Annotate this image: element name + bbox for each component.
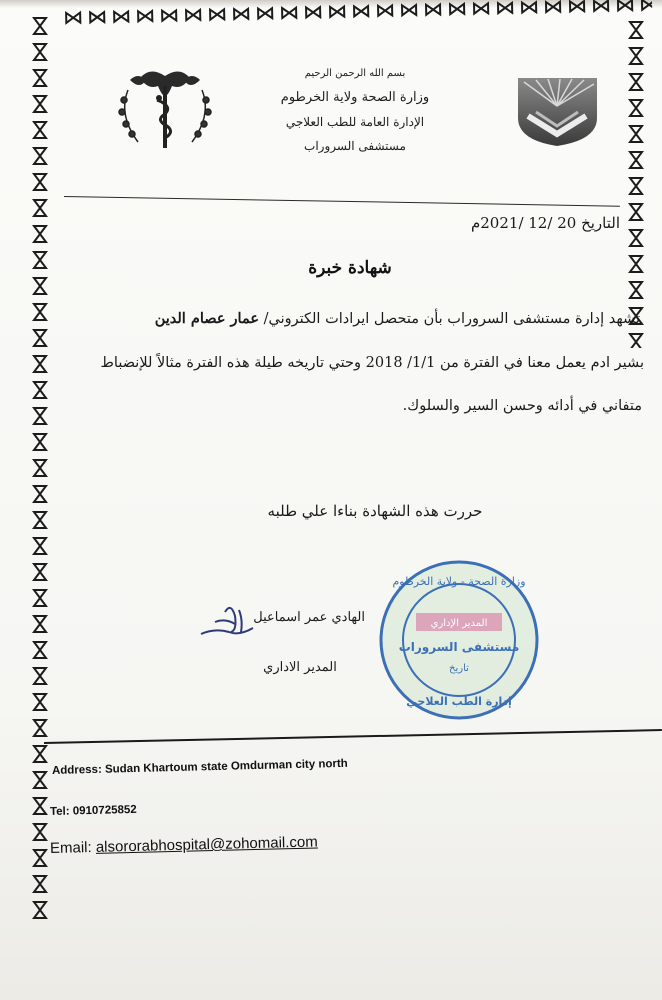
stamp-hospital: مستشفى السروراب — [398, 640, 520, 654]
employee-name: عمار عصام الدين — [154, 310, 260, 327]
border-motif — [162, 10, 176, 20]
border-motif — [34, 304, 46, 320]
stamp-outer-text: وزارة الصحة - ولاية الخرطوم — [392, 575, 526, 588]
border-motif — [34, 148, 46, 164]
decorative-border-left — [26, 14, 56, 919]
caduceus-logo-icon — [110, 60, 220, 160]
email-link[interactable]: alsororabhospital@zohomail.com — [95, 833, 318, 856]
basmala: بسم الله الرحمن الرحيم — [304, 68, 406, 79]
border-motif — [546, 2, 560, 12]
border-motif — [306, 7, 320, 17]
hospital-name: مستشفى السروراب — [304, 139, 406, 153]
border-motif — [34, 434, 46, 450]
border-motif — [34, 876, 46, 892]
border-motif — [34, 122, 46, 138]
border-motif — [234, 9, 248, 19]
border-motif — [34, 902, 46, 918]
border-motif — [34, 642, 46, 658]
border-motif — [34, 824, 46, 840]
border-motif — [114, 12, 128, 22]
border-motif — [630, 74, 642, 90]
border-motif — [474, 3, 488, 13]
border-motif — [642, 0, 652, 10]
border-motif — [34, 96, 46, 112]
border-motif — [354, 6, 368, 16]
border-motif — [402, 5, 416, 15]
email-label: Email: — [49, 838, 97, 857]
border-motif — [34, 850, 46, 866]
border-motif — [34, 44, 46, 60]
body-line-3: متفاني في أدائه وحسن السير والسلوك. — [402, 398, 642, 414]
border-motif — [34, 564, 46, 580]
border-motif — [498, 3, 512, 13]
border-motif — [630, 334, 642, 348]
border-motif — [34, 512, 46, 528]
issued-on-request-note: حررت هذه الشهادة بناءا علي طلبه — [267, 502, 483, 520]
border-motif — [34, 200, 46, 216]
border-motif — [34, 18, 46, 34]
border-motif — [34, 616, 46, 632]
border-motif — [630, 48, 642, 64]
border-motif — [282, 8, 296, 18]
decorative-border-right — [620, 18, 654, 348]
border-motif — [630, 22, 642, 38]
stamp-bottom-text: إدارة الطب العلاجي — [406, 695, 512, 708]
border-motif — [66, 13, 80, 23]
border-motif — [90, 12, 104, 22]
border-motif — [34, 746, 46, 762]
border-motif — [426, 4, 440, 14]
border-motif — [34, 70, 46, 86]
ministry-name: وزارة الصحة ولاية الخرطوم — [280, 90, 430, 105]
border-motif — [34, 798, 46, 814]
border-motif — [630, 230, 642, 246]
footer-address: Address: Sudan Khartoum state Omdurman city north — [51, 757, 348, 777]
border-motif — [34, 408, 46, 424]
border-motif — [630, 256, 642, 272]
border-motif — [34, 356, 46, 372]
signatory-title: المدير الاداري — [263, 660, 337, 675]
border-motif — [330, 7, 344, 17]
border-motif — [630, 100, 642, 116]
border-motif — [630, 282, 642, 298]
date-label: التاريخ — [581, 214, 620, 232]
border-motif — [34, 668, 46, 684]
body-line-2: بشير ادم يعمل معنا في الفترة من 1/1/ 2018 وحتي تاريخه طيلة هذه الفترة مثالاً للإنضباط — [100, 355, 644, 371]
official-stamp — [374, 555, 544, 725]
letterhead — [250, 62, 460, 158]
date-value: 20 /12 /2021م — [470, 214, 577, 232]
stamp-date-label: تاريخ — [449, 663, 469, 674]
border-motif — [34, 772, 46, 788]
border-motif — [594, 1, 608, 11]
stamp-role: المدير الإداري — [430, 618, 488, 629]
border-motif — [34, 720, 46, 736]
svg-text:وزارة الصحة - ولاية الخرطوم — [392, 575, 525, 588]
certificate-date — [440, 214, 620, 232]
border-motif — [630, 178, 642, 194]
border-motif — [34, 382, 46, 398]
signatory-name: الهادي عمر اسماعيل — [253, 610, 365, 625]
border-motif — [522, 2, 536, 12]
border-motif — [630, 204, 642, 220]
body-line-1 — [155, 310, 640, 327]
border-motif — [34, 174, 46, 190]
border-motif — [570, 1, 584, 11]
border-motif — [34, 252, 46, 268]
border-motif — [34, 278, 46, 294]
border-motif — [34, 226, 46, 242]
border-motif — [630, 126, 642, 142]
border-motif — [618, 0, 632, 10]
hospital-emblem-icon — [510, 68, 605, 148]
border-motif — [34, 460, 46, 476]
border-motif — [34, 486, 46, 502]
border-motif — [34, 330, 46, 346]
certificate-title: شهادة خبرة — [308, 258, 392, 278]
footer-phone: Tel: 0910725852 — [49, 803, 137, 818]
border-motif — [450, 4, 464, 14]
border-motif — [378, 6, 392, 16]
border-motif — [210, 9, 224, 19]
border-motif — [630, 152, 642, 168]
border-motif — [34, 694, 46, 710]
border-motif — [34, 590, 46, 606]
border-motif — [34, 538, 46, 554]
border-motif — [138, 11, 152, 21]
border-motif — [258, 8, 272, 18]
administration-name: الإدارة العامة للطب العلاجي — [285, 115, 425, 129]
border-motif — [186, 10, 200, 20]
body-line-1-text: تشهد إدارة مستشفى السروراب بأن متحصل ايرادات الكتروني/ — [259, 311, 640, 327]
